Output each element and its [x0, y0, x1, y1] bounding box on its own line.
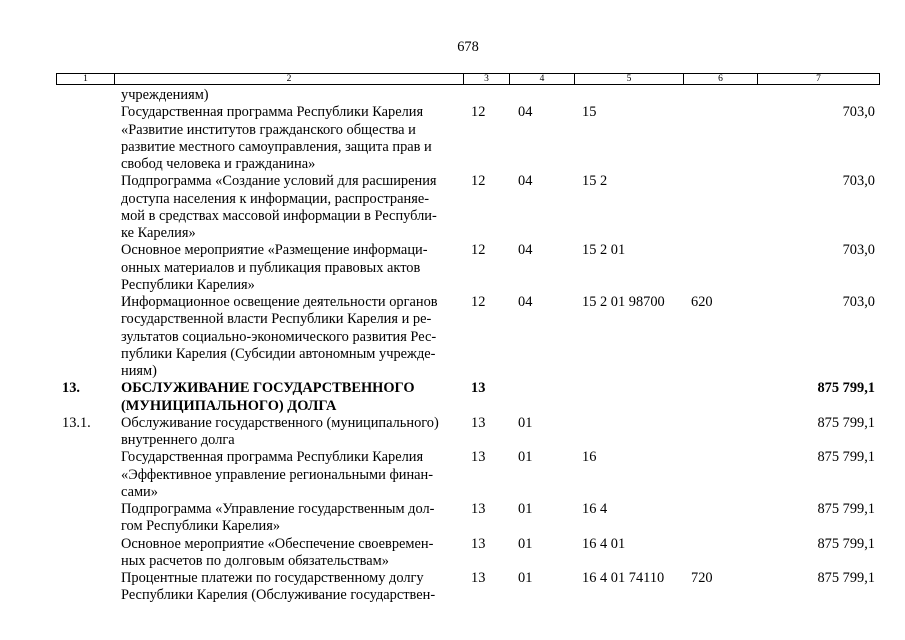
description-line: гом Республики Карелия» [121, 518, 281, 535]
amount-value: 703,0 [842, 242, 875, 259]
amount-value: 875 799,1 [817, 501, 875, 517]
description-line: ОБСЛУЖИВАНИЕ ГОСУДАРСТВЕННОГО [121, 380, 415, 397]
section-code: 12 [471, 294, 486, 310]
target-article-code: 15 2 [582, 173, 608, 190]
header-cell-7: 7 [816, 74, 821, 84]
description-line: сами» [121, 483, 158, 500]
subsection-code: 01 [518, 501, 533, 517]
expense-type-code: 620 [691, 294, 713, 310]
description-line: доступа населения к информации, распространяе- [121, 190, 430, 207]
section-code: 13 [471, 535, 486, 552]
amount-value: 703,0 [842, 173, 875, 190]
section-code: 13 [471, 414, 486, 431]
table-row [56, 415, 880, 450]
subsection-code: 01 [518, 570, 533, 586]
row-description [115, 294, 464, 380]
target-article-code: 16 4 01 [582, 535, 626, 552]
budget-table-body [56, 87, 880, 605]
subsection-code: 04 [518, 242, 533, 259]
section-code: 13 [471, 570, 486, 586]
row-number: 13.1. [62, 414, 91, 431]
description-line: ке Карелия» [121, 225, 196, 241]
expense-type-code: 720 [691, 570, 713, 586]
table-header [56, 73, 880, 85]
table-row [56, 294, 880, 380]
description-line: Подпрограмма «Управление государственным дол- [121, 501, 435, 517]
description-line: мой в средствах массовой информации в Республи- [121, 207, 437, 224]
description-line: Подпрограмма «Создание условий для расширения [121, 173, 437, 190]
section-code: 12 [471, 173, 486, 190]
row-description [115, 415, 464, 450]
section-code: 13 [471, 380, 486, 397]
description-line: «Эффективное управление региональными финан- [121, 466, 434, 483]
section-code: 13 [471, 449, 486, 466]
description-line: онных материалов и публикация правовых актов [121, 259, 421, 276]
page-number: 678 [457, 39, 479, 55]
subsection-code: 04 [518, 104, 533, 121]
description-line: Государственная программа Республики Карелия [121, 449, 424, 466]
table-row [56, 104, 880, 173]
header-cell-6: 6 [684, 74, 758, 84]
description-line: Основное мероприятие «Размещение информаци- [121, 242, 428, 259]
amount-value: 875 799,1 [817, 570, 875, 586]
header-cell-5: 5 [575, 74, 684, 84]
amount-value: 703,0 [842, 104, 875, 121]
amount-value: 875 799,1 [817, 449, 875, 466]
subsection-code: 01 [518, 449, 533, 466]
table-row [56, 173, 880, 242]
header-cell-2: 2 [115, 74, 464, 84]
description-line: внутреннего долга [121, 432, 235, 448]
amount-value: 875 799,1 [817, 535, 875, 552]
description-line: Информационное освещение деятельности органов [121, 294, 438, 310]
table-row [56, 87, 880, 104]
row-description [115, 449, 464, 501]
table-row [56, 380, 880, 415]
table-row [56, 536, 880, 571]
target-article-code: 16 4 [582, 501, 608, 517]
description-line: Государственная программа Республики Карелия [121, 104, 424, 121]
row-description [115, 380, 464, 415]
target-article-code: 16 [582, 449, 597, 466]
description-line: «Развитие институтов гражданского общества и [121, 121, 416, 138]
description-line: Республики Карелия» [121, 276, 255, 293]
row-description [115, 104, 464, 173]
subsection-code: 01 [518, 535, 533, 552]
description-line: государственной власти Республики Карелия и ре- [121, 311, 432, 328]
section-code: 13 [471, 501, 486, 517]
description-line: ных расчетов по долговым обязательствам» [121, 552, 389, 569]
table-row [56, 449, 880, 501]
table-row [56, 242, 880, 294]
description-line: зультатов социально-экономического развития Рес- [121, 328, 437, 345]
subsection-code: 04 [518, 294, 533, 310]
description-line: Основное мероприятие «Обеспечение своевремен- [121, 535, 434, 552]
header-cell-4: 4 [510, 74, 575, 84]
description-line: свобод человека и гражданина» [121, 156, 316, 172]
description-line: Республики Карелия (Обслуживание государствен- [121, 587, 436, 604]
table-row [56, 570, 880, 605]
row-description [115, 536, 464, 571]
section-code: 12 [471, 104, 486, 121]
description-line: Обслуживание государственного (муниципального) [121, 414, 439, 431]
row-description [115, 242, 464, 294]
header-cell-1: 1 [57, 74, 115, 84]
subsection-code: 01 [518, 414, 533, 431]
description-line: учреждениям) [121, 87, 209, 103]
row-number: 13. [62, 380, 80, 397]
row-description [115, 173, 464, 242]
target-article-code: 16 4 01 74110 [582, 570, 665, 586]
description-line: Процентные платежи по государственному долгу [121, 570, 424, 586]
description-line: (МУНИЦИПАЛЬНОГО) ДОЛГА [121, 397, 337, 414]
target-article-code: 15 2 01 [582, 242, 626, 259]
amount-value: 875 799,1 [817, 414, 875, 431]
subsection-code: 04 [518, 173, 533, 190]
description-line: публики Карелия (Субсидии автономным учрежде- [121, 345, 436, 362]
description-line: ниям) [121, 363, 157, 379]
amount-value: 875 799,1 [817, 380, 875, 397]
table-row [56, 501, 880, 536]
row-description [115, 501, 464, 536]
row-description [115, 87, 464, 104]
description-line: развитие местного самоуправления, защита прав и [121, 138, 432, 155]
header-cell-3: 3 [464, 74, 510, 84]
section-code: 12 [471, 242, 486, 259]
row-description [115, 570, 464, 605]
target-article-code: 15 2 01 98700 [582, 294, 665, 310]
target-article-code: 15 [582, 104, 597, 121]
amount-value: 703,0 [842, 294, 875, 310]
